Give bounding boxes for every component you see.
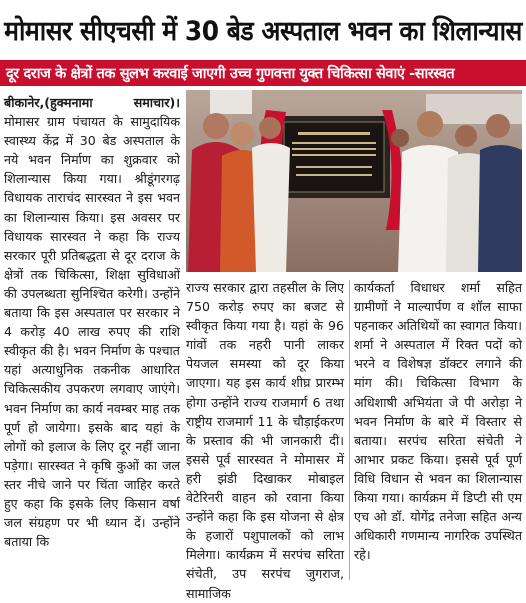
subheadline-banner: दूर दराज के क्षेत्रों तक सुलभ करवाई जाएगी उच्च गुणवत्ता युक्त चिकित्सा सेवाएं -सारस्वत: [0, 60, 526, 86]
article-column-3: कार्यकर्ता विधाधर शर्मा सहित ग्रामीणों ने माल्यार्पण व शॉल साफा पहनाकर अतिथियों का स्वागत किया। शर्मा ने अस्पताल में रिक्त पदों को भरने व विशेषज्ञ डॉक्टर लगाने की मांग की। चिकित्सा विभाग के अधिशाषी अभियंता जे पी अरोड़ा ने भवन निर्माण के बारे में विस्तार से बताया। सरपंच सरिता संचेती ने आभार प्रकट किया। इससे पूर्व पूर्ण विधि विधान से भवन का शिलान्यास किया गया। कार्यक्रम में डिप्टी सी एम एच ओ डॉ. योगेंद्र तनेजा सहित अन्य अधिकारी गणमान्य नागरिक उपस्थित रहे।: [354, 280, 522, 563]
column-1-text: मोमासर ग्राम पंचायत के सामुदायिक स्वास्थ्य केंद्र में 30 बेड अस्पताल के नये भवन निर्माण का शुक्रवार को शिलान्यास किया गया। श्रीडूंगरगढ़ विधायक ताराचंद सारस्वत ने इस भवन का शिलान्यास किया। इस अवसर पर विधायक सारस्वत ने कहा कि राज्य सरकार पूरी प्रतिबद्धता से दूर दराज के क्षेत्रों तक चिकित्सा, शिक्षा सुविधाओं की उपलब्धता सुनिश्चित करेगी। उन्होंने बताया कि इस अस्पताल पर सरकार ने 4 करोड़ 40 लाख रुपए की राशि स्वीकृत की है। भवन निर्माण के पश्चात यहां अत्याधुनिक तकनीक आधारित चिकित्सकीय उपकरण लगवाए जाएंगे। भवन निर्माण का कार्य नवम्बर माह तक पूर्ण हो जायेगा। इसके बाद यहां के लोगों को इलाज के लिए दूर नहीं जाना पड़ेगा। सारस्वत ने कृषि कुओं का जल स्तर नीचे जाने पर चिंता जाहिर करते हुए कहा कि इसके लिए किसान वर्षा जल संग्रहण पर भी ध्यान दें। उन्होंने बताया कि: [4, 114, 180, 550]
news-photo: [186, 90, 522, 272]
column-divider: [349, 280, 350, 580]
headline: मोमासर सीएचसी में 30 बेड अस्पताल भवन का शिलान्यास: [4, 15, 522, 47]
article-column-2: राज्य सरकार द्वारा तहसील के लिए 750 करोड़ रुपए का बजट से स्वीकृत किया गया है। यहां के 96 गांवों तक नहरी पानी लाकर पेयजल समस्या को दूर किया जाएगा। यह इस कार्य शीघ्र प्रारम्भ होगा उन्होंने राज्य राजमार्ग 6 तथा राष्ट्रीय राजमार्ग 11 के चौड़ाईकरण के प्रस्ताव की भी जानकारी दी। इससे पूर्व सारस्वत ने मोमासर में हरी झंडी दिखाकर मोबाइल वेटेरिनरी वाहन को रवाना किया उन्होंने कहा कि इस योजना से क्षेत्र के हजारों पशुपालकों को लाभ मिलेगा। कार्यक्रम में सरपंच सरिता संचेती, उप सरपंच जुगराज, सामाजिक: [186, 280, 344, 601]
dateline: बीकानेर,(हुक्मनामा समाचार)।: [4, 95, 180, 110]
news-photo-image: [186, 90, 522, 272]
article-column-1: [4, 93, 180, 551]
